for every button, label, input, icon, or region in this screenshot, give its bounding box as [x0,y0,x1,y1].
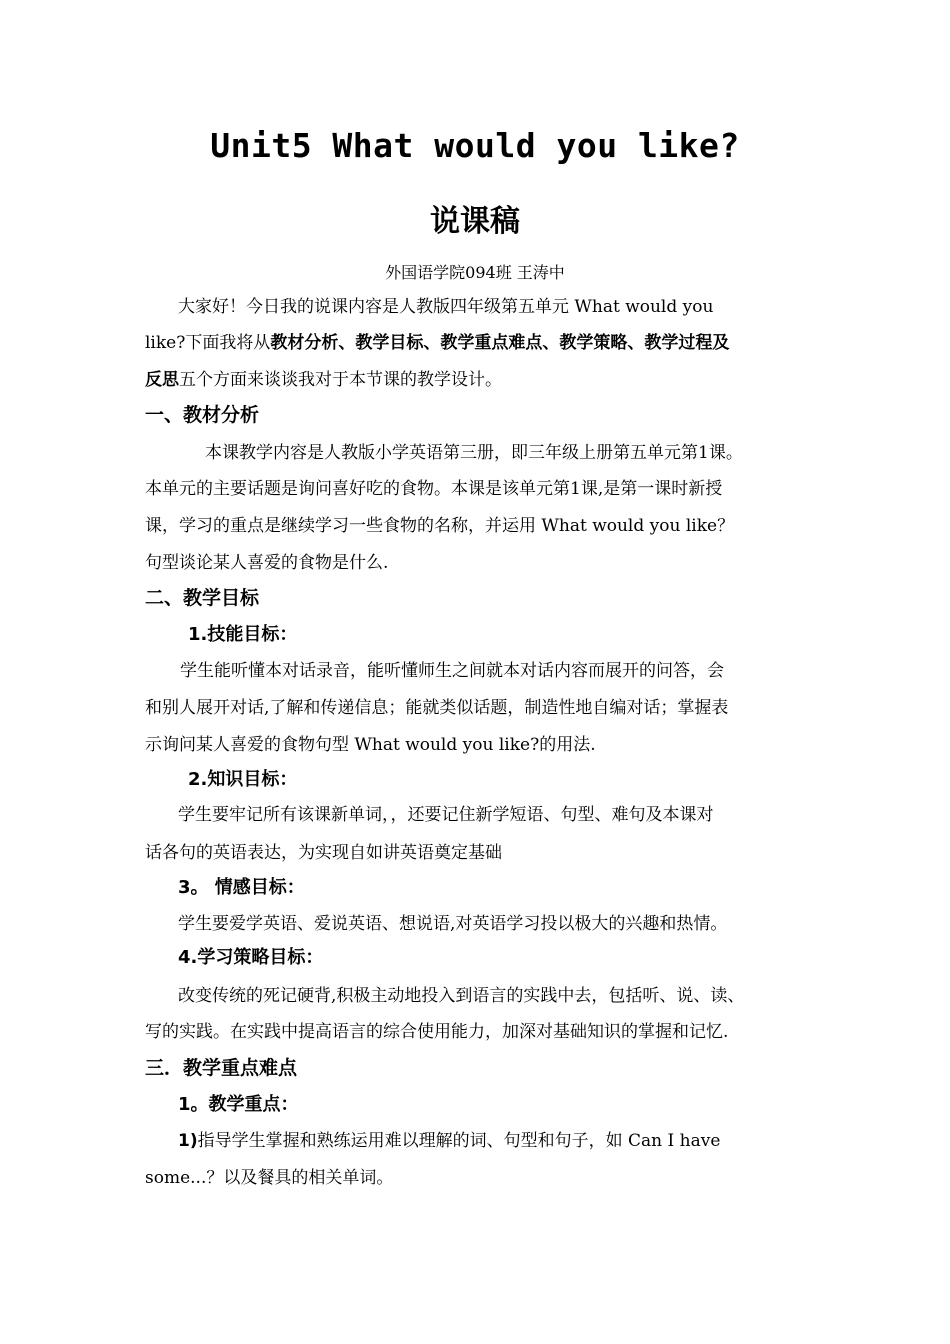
goal-3-heading: 3。 情感目标： [178,877,305,898]
section-2-heading: 二、教学目标 [145,587,260,609]
intro-bold-text: 教材分析、教学目标、教学重点难点、教学策略、教学过程及 [270,333,730,353]
section-1-para-line: 句型谈论某人喜爱的食物是什么. [145,553,389,573]
intro-line-3 [145,369,502,391]
goal-3-line: 学生要爱学英语、爱说英语、想说语,对英语学习投以极大的兴趣和热情。 [178,914,728,934]
document-title: Unit5 What would you like? [210,126,740,165]
document-subtitle: 说课稿 [430,204,520,239]
goal-4-line: 写的实践。在实践中提高语言的综合使用能力，加深对基础知识的掌握和记忆. [145,1022,729,1042]
intro-line-1: 大家好！今日我的说课内容是人教版四年级第五单元 What would you [178,297,714,317]
goal-4-heading: 4.学习策略目标： [178,947,324,968]
goal-2-line: 话各句的英语表达，为实现自如讲英语奠定基础 [145,843,502,863]
goal-1-line: 示询问某人喜爱的食物句型 What would you like?的用法. [145,735,596,755]
intro-bold-text: 反思 [145,370,179,390]
goal-1-line: 和别人展开对话,了解和传递信息；能就类似话题，制造性地自编对话；掌握表 [145,698,729,718]
key-point-heading: 1。教学重点： [178,1094,299,1115]
goal-2-heading: 2.知识目标： [188,769,298,790]
intro-line-2 [145,332,729,354]
intro-text: like?下面我将从 [145,333,271,353]
key-point-line [178,1130,720,1152]
section-1-heading: 一、教材分析 [145,404,260,426]
key-point-text: 指导学生掌握和熟练运用难以理解的词、句型和句子，如 Can I have [197,1131,721,1151]
section-1-para-line: 本课教学内容是人教版小学英语第三册，即三年级上册第五单元第1课。 [205,443,743,463]
goal-4-line: 改变传统的死记硬背,积极主动地投入到语言的实践中去，包括听、说、读、 [178,986,745,1006]
goal-1-line: 学生能听懂本对话录音，能听懂师生之间就本对话内容而展开的问答，会 [180,661,724,681]
list-number: 1) [178,1131,198,1151]
section-1-para-line: 课，学习的重点是继续学习一些食物的名称，并运用 What would you like？ [145,516,735,536]
author-line: 外国语学院094班 王涛中 [385,263,565,282]
section-1-para-line: 本单元的主要话题是询问喜好吃的食物。本课是该单元第1课,是第一课时新授 [145,479,723,499]
goal-2-line: 学生要牢记所有该课新单词，，还要记住新学短语、句型、难句及本课对 [178,805,714,825]
key-point-line: some...？以及餐具的相关单词。 [145,1168,394,1188]
goal-1-heading: 1.技能目标： [188,624,298,645]
intro-text: 五个方面来谈谈我对于本节课的教学设计。 [179,370,502,390]
section-3-heading: 三．教学重点难点 [145,1057,298,1079]
